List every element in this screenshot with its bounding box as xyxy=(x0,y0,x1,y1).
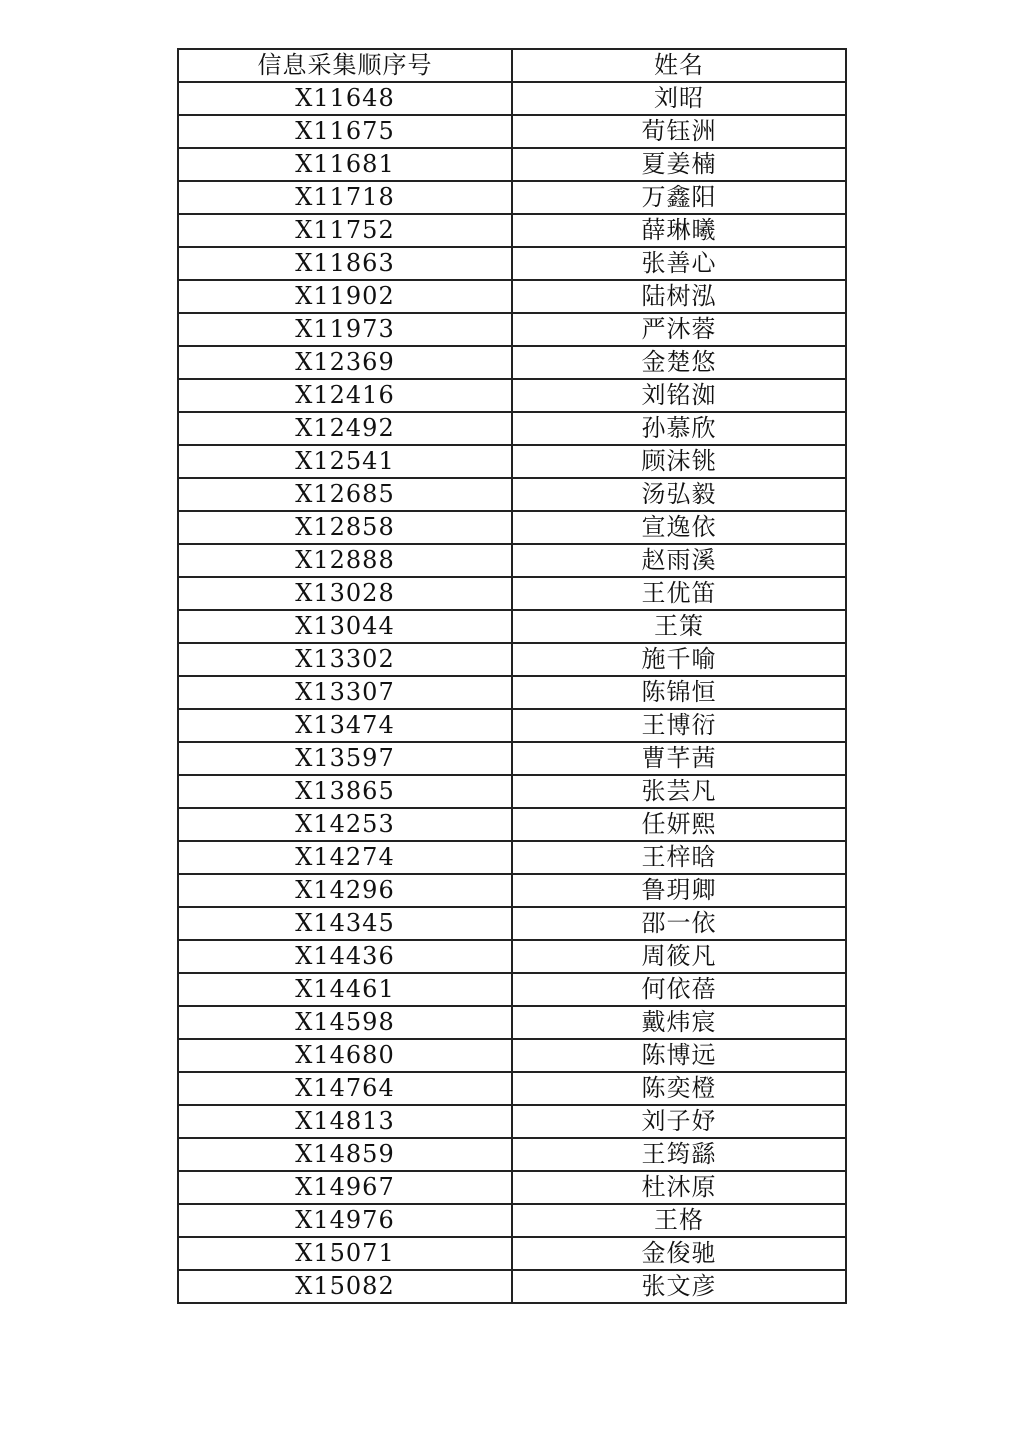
name-cell: 王筠繇 xyxy=(512,1138,846,1171)
sequence-number-cell: X12888 xyxy=(178,544,512,577)
sequence-number-cell: X13044 xyxy=(178,610,512,643)
sequence-number-cell: X15071 xyxy=(178,1237,512,1270)
name-cell: 杜沐原 xyxy=(512,1171,846,1204)
name-cell: 荀钰洲 xyxy=(512,115,846,148)
table-row xyxy=(178,874,846,907)
sequence-number-cell: X12541 xyxy=(178,445,512,478)
name-cell: 孙慕欣 xyxy=(512,412,846,445)
name-cell: 夏姜楠 xyxy=(512,148,846,181)
table-row xyxy=(178,643,846,676)
sequence-number-cell: X12492 xyxy=(178,412,512,445)
table-row xyxy=(178,115,846,148)
name-cell: 顾沫铫 xyxy=(512,445,846,478)
sequence-number-cell: X14274 xyxy=(178,841,512,874)
table-row xyxy=(178,610,846,643)
sequence-number-cell: X12858 xyxy=(178,511,512,544)
sequence-number-cell: X11718 xyxy=(178,181,512,214)
sequence-number-cell: X14598 xyxy=(178,1006,512,1039)
table-row xyxy=(178,676,846,709)
sequence-number-cell: X13028 xyxy=(178,577,512,610)
table-row xyxy=(178,379,846,412)
header-sequence-number: 信息采集顺序号 xyxy=(178,49,512,82)
name-cell: 金楚悠 xyxy=(512,346,846,379)
sequence-number-cell: X11902 xyxy=(178,280,512,313)
name-cell: 刘昭 xyxy=(512,82,846,115)
table-row xyxy=(178,247,846,280)
name-cell: 严沐蓉 xyxy=(512,313,846,346)
table-row xyxy=(178,1270,846,1303)
table-row xyxy=(178,1039,846,1072)
table-row xyxy=(178,1171,846,1204)
table-header xyxy=(178,49,846,82)
table-row xyxy=(178,346,846,379)
name-cell: 王策 xyxy=(512,610,846,643)
sequence-number-cell: X11752 xyxy=(178,214,512,247)
table-row xyxy=(178,808,846,841)
sequence-number-cell: X13307 xyxy=(178,676,512,709)
sequence-number-cell: X15082 xyxy=(178,1270,512,1303)
table-row xyxy=(178,280,846,313)
table-row xyxy=(178,1006,846,1039)
sequence-number-cell: X13865 xyxy=(178,775,512,808)
sequence-number-cell: X13474 xyxy=(178,709,512,742)
table-row xyxy=(178,445,846,478)
name-cell: 陈奕橙 xyxy=(512,1072,846,1105)
header-name: 姓名 xyxy=(512,49,846,82)
table-row xyxy=(178,214,846,247)
name-cell: 施千喻 xyxy=(512,643,846,676)
name-cell: 汤弘毅 xyxy=(512,478,846,511)
sequence-number-cell: X13597 xyxy=(178,742,512,775)
name-cell: 张芸凡 xyxy=(512,775,846,808)
table-row xyxy=(178,511,846,544)
sequence-number-cell: X14461 xyxy=(178,973,512,1006)
table-row xyxy=(178,907,846,940)
table-row xyxy=(178,709,846,742)
sequence-number-cell: X14976 xyxy=(178,1204,512,1237)
sequence-number-cell: X14345 xyxy=(178,907,512,940)
sequence-number-cell: X12416 xyxy=(178,379,512,412)
table-row xyxy=(178,181,846,214)
sequence-number-cell: X14253 xyxy=(178,808,512,841)
name-cell: 陈锦恒 xyxy=(512,676,846,709)
sequence-number-cell: X11973 xyxy=(178,313,512,346)
header-row xyxy=(178,49,846,82)
table-row xyxy=(178,1237,846,1270)
table-row xyxy=(178,478,846,511)
name-cell: 薛琳曦 xyxy=(512,214,846,247)
table-row xyxy=(178,940,846,973)
table-row xyxy=(178,1072,846,1105)
table-row xyxy=(178,412,846,445)
table-row xyxy=(178,148,846,181)
table-row xyxy=(178,841,846,874)
sequence-number-cell: X14967 xyxy=(178,1171,512,1204)
name-cell: 陈博远 xyxy=(512,1039,846,1072)
table-row xyxy=(178,1105,846,1138)
sequence-number-cell: X11863 xyxy=(178,247,512,280)
roster-table xyxy=(177,48,847,1304)
table-row xyxy=(178,775,846,808)
sequence-number-cell: X14296 xyxy=(178,874,512,907)
name-cell: 张善心 xyxy=(512,247,846,280)
name-cell: 鲁玥卿 xyxy=(512,874,846,907)
sequence-number-cell: X11648 xyxy=(178,82,512,115)
name-cell: 金俊驰 xyxy=(512,1237,846,1270)
sequence-number-cell: X14859 xyxy=(178,1138,512,1171)
name-cell: 周筱凡 xyxy=(512,940,846,973)
sequence-number-cell: X12685 xyxy=(178,478,512,511)
table-row xyxy=(178,1138,846,1171)
sequence-number-cell: X14436 xyxy=(178,940,512,973)
table-row xyxy=(178,1204,846,1237)
table-row xyxy=(178,973,846,1006)
table-row xyxy=(178,577,846,610)
sequence-number-cell: X14813 xyxy=(178,1105,512,1138)
name-cell: 戴炜宸 xyxy=(512,1006,846,1039)
sequence-number-cell: X11681 xyxy=(178,148,512,181)
name-cell: 邵一依 xyxy=(512,907,846,940)
table-body xyxy=(178,82,846,1303)
name-cell: 王格 xyxy=(512,1204,846,1237)
name-cell: 王博衍 xyxy=(512,709,846,742)
name-cell: 刘子妤 xyxy=(512,1105,846,1138)
name-cell: 曹芊茜 xyxy=(512,742,846,775)
sequence-number-cell: X13302 xyxy=(178,643,512,676)
name-cell: 张文彦 xyxy=(512,1270,846,1303)
table-row xyxy=(178,742,846,775)
name-cell: 王优笛 xyxy=(512,577,846,610)
name-cell: 任妍熙 xyxy=(512,808,846,841)
sequence-number-cell: X14764 xyxy=(178,1072,512,1105)
table-row xyxy=(178,82,846,115)
name-cell: 刘铭洳 xyxy=(512,379,846,412)
name-cell: 宣逸依 xyxy=(512,511,846,544)
sequence-number-cell: X14680 xyxy=(178,1039,512,1072)
name-cell: 何依蓓 xyxy=(512,973,846,1006)
name-cell: 万鑫阳 xyxy=(512,181,846,214)
name-cell: 陆树泓 xyxy=(512,280,846,313)
sequence-number-cell: X11675 xyxy=(178,115,512,148)
sequence-number-cell: X12369 xyxy=(178,346,512,379)
table-row xyxy=(178,544,846,577)
table-row xyxy=(178,313,846,346)
name-cell: 王梓晗 xyxy=(512,841,846,874)
name-cell: 赵雨溪 xyxy=(512,544,846,577)
